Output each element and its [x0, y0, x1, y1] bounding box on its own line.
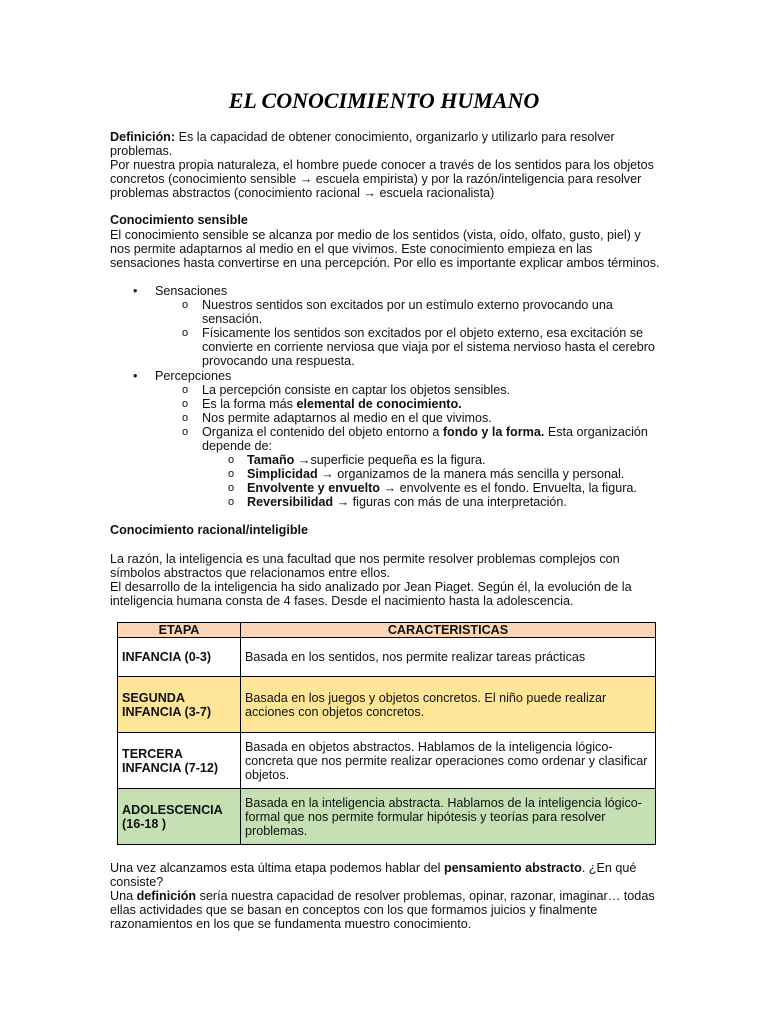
- sub-list-text: La percepción consiste en captar los objetos sensibles.: [202, 383, 511, 397]
- circle-marker: o: [228, 482, 235, 494]
- definition-label: Definición:: [110, 130, 176, 144]
- sub-list-text: Nos permite adaptarnos al medio en el que vivimos.: [202, 411, 492, 425]
- bullet-marker: •: [133, 284, 138, 298]
- description-cell: Basada en los juegos y objetos concretos. El niño puede realizar acciones con objetos concretos.: [241, 677, 656, 733]
- section-heading-racional: Conocimiento racional/inteligible: [110, 523, 309, 537]
- sub-list-item: [182, 298, 652, 326]
- factor-item: [228, 495, 667, 509]
- factor-item: [228, 481, 667, 495]
- sub-list-text: Esta organización depende de:: [202, 425, 648, 453]
- closing-bold: definición: [136, 889, 197, 903]
- circle-marker: o: [182, 327, 189, 339]
- list-item-percepciones: [133, 369, 655, 383]
- circle-marker: o: [228, 496, 235, 508]
- closing-paragraph-1: [110, 861, 655, 889]
- table-row: [118, 733, 656, 789]
- racional-paragraph-2: El desarrollo de la inteligencia ha sido analizado por Jean Piaget. Según él, la evolución de la inteligencia humana consta de 4 fases. Desde el nacimiento hasta la adolescencia.: [110, 580, 632, 608]
- stage-cell: SEGUNDA INFANCIA (3-7): [118, 677, 241, 733]
- definition-paragraph: [110, 130, 662, 158]
- factor-term: Envolvente y envuelto →: [247, 481, 397, 495]
- sub-list-item: [182, 425, 664, 453]
- sub-list-item: [182, 383, 657, 397]
- list-item-label: Sensaciones: [155, 284, 228, 298]
- sub-list-text: Es la forma más: [202, 397, 297, 411]
- factor-item: [228, 467, 667, 481]
- bullet-marker: •: [133, 369, 138, 383]
- stage-cell: INFANCIA (0-3): [118, 638, 241, 677]
- description-cell: Basada en la inteligencia abstracta. Hablamos de la inteligencia lógico-formal que nos permite formular hipótesis y teorías para resolver problemas.: [241, 789, 656, 845]
- closing-text: Una: [110, 889, 137, 903]
- circle-marker: o: [182, 398, 189, 410]
- circle-marker: o: [182, 384, 189, 396]
- circle-marker: o: [228, 454, 235, 466]
- factor-term: Reversibilidad →: [247, 495, 350, 509]
- sub-list-item: [182, 411, 657, 425]
- stage-cell: TERCERA INFANCIA (7-12): [118, 733, 241, 789]
- sub-list-item: [182, 397, 657, 411]
- sub-list-item: [182, 326, 657, 368]
- list-item-sensaciones: [133, 284, 655, 298]
- closing-paragraph-2: [110, 889, 655, 931]
- factor-item: [228, 453, 667, 467]
- circle-marker: o: [182, 412, 189, 424]
- description-cell: Basada en objetos abstractos. Hablamos de la inteligencia lógico-concreta que nos permite realizar operaciones como ordenar y clasificar objetos.: [241, 733, 656, 789]
- table-header-characteristics: CARACTERISTICAS: [241, 623, 656, 638]
- definition-text: Es la capacidad de obtener conocimiento, organizarlo y utilizarlo para resolver problemas.: [110, 130, 615, 158]
- page-title: EL CONOCIMIENTO HUMANO: [228, 88, 540, 113]
- factor-term: Tamaño →: [247, 453, 311, 467]
- sub-list-text: Organiza el contenido del objeto entorno a: [202, 425, 443, 439]
- list-item-label: Percepciones: [155, 369, 232, 383]
- closing-bold: pensamiento abstracto: [443, 861, 582, 875]
- sub-list-text: Nuestros sentidos son excitados por un estímulo externo provocando una sensación.: [202, 298, 613, 326]
- racional-paragraph-1: La razón, la inteligencia es una facultad que nos permite resolver problemas complejos con símbolos abstractos que relacionamos entre ellos.: [110, 552, 620, 580]
- table-header-stage: ETAPA: [118, 623, 241, 638]
- stages-table: [117, 622, 656, 845]
- description-cell: Basada en los sentidos, nos permite realizar tareas prácticas: [241, 638, 656, 677]
- circle-marker: o: [228, 468, 235, 480]
- closing-text: sería nuestra capacidad de resolver problemas, opinar, razonar, imaginar… todas ellas actividades que se basan en conceptos con los que formamos juicios y finalmente razonamientos en los que se fundamenta muestro conocimiento.: [110, 889, 655, 931]
- sub-list-text: Físicamente los sentidos son excitados por el objeto externo, esa excitación se convierte en corriente nerviosa que viaja por el sistema nervioso hasta el cerebro provocando una respuesta.: [202, 326, 655, 368]
- sub-list-bold: fondo y la forma.: [442, 425, 545, 439]
- closing-text: Una vez alcanzamos esta última etapa podemos hablar del: [110, 861, 444, 875]
- definition-paragraph-2: Por nuestra propia naturaleza, el hombre puede conocer a través de los sentidos para los objetos concretos (conocimiento sensible → escuela empirista) y por la razón/inteligencia para resolver problemas abstractos (conocimiento racional → escuela racionalista): [110, 158, 654, 200]
- factor-desc: organizamos de la manera más sencilla y personal.: [333, 467, 625, 481]
- factor-desc: figuras con más de una interpretación.: [349, 495, 567, 509]
- sensible-paragraph: El conocimiento sensible se alcanza por medio de los sentidos (vista, oído, olfato, gusto, piel) y nos permite adaptarnos al medio en el que vivimos. Este conocimiento empieza en las sensaciones hasta convertirse en una percepción. Por ello es importante explicar ambos términos.: [110, 228, 660, 270]
- factor-desc: envolvente es el fondo. Envuelta, la figura.: [396, 481, 637, 495]
- circle-marker: o: [182, 426, 189, 438]
- factor-term: Simplicidad →: [247, 467, 334, 481]
- closing-text: . ¿En qué consiste?: [110, 861, 637, 889]
- table-row: [118, 789, 656, 845]
- section-heading-sensible: Conocimiento sensible: [110, 213, 248, 227]
- circle-marker: o: [182, 299, 189, 311]
- sub-list-bold: elemental de conocimiento.: [296, 397, 462, 411]
- factor-desc: superficie pequeña es la figura.: [310, 453, 486, 467]
- table-row: [118, 677, 656, 733]
- stage-cell: ADOLESCENCIA (16-18 ): [118, 789, 241, 845]
- table-row: [118, 638, 656, 677]
